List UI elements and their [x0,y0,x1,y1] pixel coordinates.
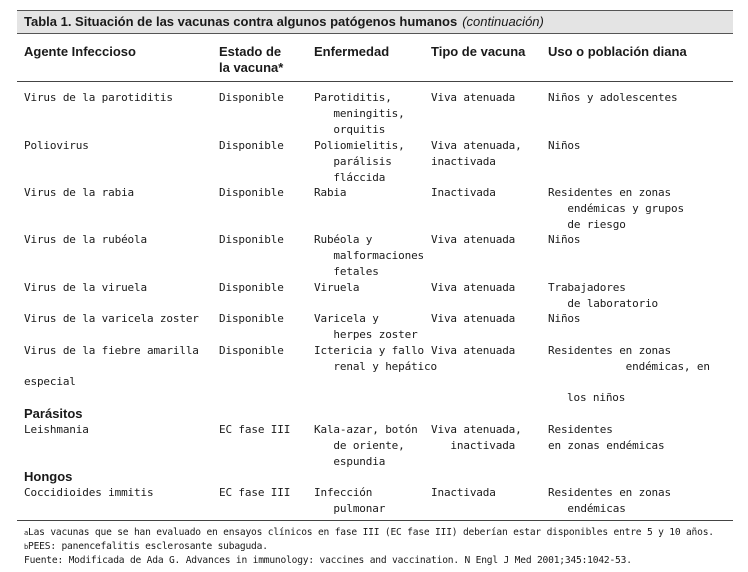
cocci-type: Inactivada [431,486,496,499]
footnote-b-text: PEES: panencefalitis esclerosante subaguda. [28,541,268,552]
section-parasites: Parásitos [24,406,83,421]
row-7-status: Disponible [219,344,284,357]
row-6-status: Disponible [219,312,284,325]
row-5-agent: Virus de la viruela [24,281,147,294]
row-3-status: Disponible [219,186,284,199]
footnote-a-text: Las vacunas que se han evaluado en ensayos clínicos en fase III (EC fase III) deberían estar disponibles entre 5 y 10 años. [28,527,714,538]
table-caption [17,10,733,34]
footnote-a [24,526,714,540]
row-4-use: Niños [548,233,581,246]
row-6-agent: Virus de la varicela zoster [24,312,199,325]
header-use: Uso o población diana [548,44,687,59]
row-2-status: Disponible [219,139,284,152]
row-5-status: Disponible [219,281,284,294]
cocci-use: Residentes en zonas endémicas [548,486,671,515]
header-agent: Agente Infeccioso [24,44,136,59]
row-7-type: Viva atenuada [431,344,516,357]
cocci-agent: Coccidioides immitis [24,486,154,499]
table-continuation: (continuación) [462,14,544,29]
row-1-status: Disponible [219,91,284,104]
header-type: Tipo de vacuna [431,44,526,59]
row-3-agent: Virus de la rabia [24,186,135,199]
footnote-b [24,540,268,554]
wrap-ninos: los niños [567,391,626,404]
row-6-disease: Varicela y herpes zoster [314,312,418,341]
footnote-source: Fuente: Modificada de Ada G. Advances in immunology: vaccines and vaccination. N Engl J Med 2001;345:1042-53. [24,555,632,566]
row-3-disease: Rabia [314,186,347,199]
row-2-type: Viva atenuada, inactivada [431,139,522,168]
cocci-status: EC fase III [219,486,291,499]
leishmania-status: EC fase III [219,423,291,436]
row-3-use: Residentes en zonas endémicas y grupos de riesgo [548,186,684,231]
row-4-agent: Virus de la rubéola [24,233,147,246]
row-2-disease: Poliomielitis, parálisis fláccida [314,139,405,184]
cocci-disease: Infección pulmonar [314,486,386,515]
row-3-type: Inactivada [431,186,496,199]
row-1-type: Viva atenuada [431,91,516,104]
row-1-disease: Parotiditis, meningitis, orquitis [314,91,405,136]
leishmania-disease: Kala-azar, botón de oriente, espundia [314,423,418,468]
table-title: Tabla 1. Situación de las vacunas contra algunos patógenos humanos [24,14,458,29]
row-2-use: Niños [548,139,581,152]
row-1-use: Niños y adolescentes [548,91,678,104]
row-6-use: Niños [548,312,581,325]
row-7-use: Residentes en zonas endémicas, en [548,344,710,373]
row-5-type: Viva atenuada [431,281,516,294]
row-4-status: Disponible [219,233,284,246]
row-6-type: Viva atenuada [431,312,516,325]
leishmania-type: Viva atenuada, inactivada [431,423,522,452]
footer-rule [17,520,733,521]
row-2-agent: Poliovirus [24,139,89,152]
row-4-type: Viva atenuada [431,233,516,246]
section-fungi: Hongos [24,469,73,484]
row-4-disease: Rubéola y malformaciones fetales [314,233,425,278]
header-rule [17,81,733,82]
footnote-a-mark: a [24,529,29,537]
footnote-b-mark: b [24,543,29,551]
leishmania-use: Residentes en zonas endémicas [548,423,665,452]
row-5-disease: Viruela [314,281,360,294]
row-7-disease: Ictericia y fallo renal y hepático [314,344,437,373]
leishmania-agent: Leishmania [24,423,89,436]
wrap-especial: especial [24,375,76,388]
row-1-agent: Virus de la parotiditis [24,91,173,104]
header-status: Estado de la vacuna* [219,44,284,75]
row-5-use: Trabajadores de laboratorio [548,281,659,310]
header-disease: Enfermedad [314,44,390,59]
row-7-agent: Virus de la fiebre amarilla [24,344,199,357]
